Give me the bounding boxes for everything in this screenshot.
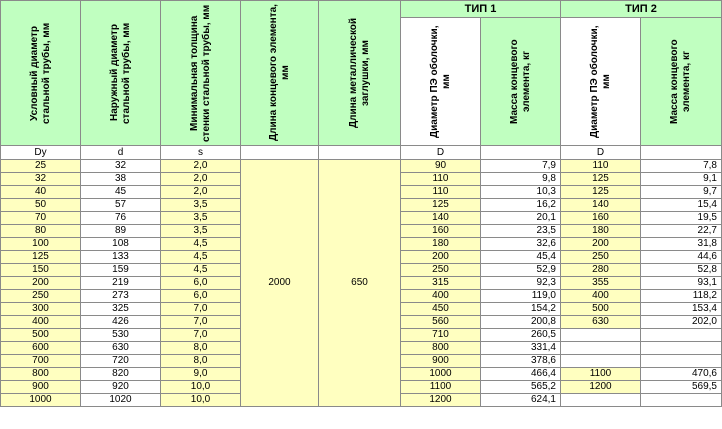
cell-wall-thickness: 3,5 (161, 225, 241, 238)
header-end-element-length: Длина концевого элемента, мм (241, 1, 319, 146)
cell-wall-thickness: 10,0 (161, 394, 241, 407)
cell-type2-pe-diameter: 180 (561, 225, 641, 238)
cell-outer-diameter: 89 (81, 225, 161, 238)
cell-nominal-diameter: 900 (1, 381, 81, 394)
cell-type2-mass: 7,8 (641, 160, 722, 173)
header-wall-thickness: Минимальная толщина стенки стальной трубы, мм (161, 1, 241, 146)
header-type-1: ТИП 1 (401, 1, 561, 18)
cell-wall-thickness: 7,0 (161, 316, 241, 329)
cell-type1-mass: 32,6 (481, 238, 561, 251)
cell-type1-mass: 16,2 (481, 199, 561, 212)
cell-type1-mass: 45,4 (481, 251, 561, 264)
cell-type1-pe-diameter: 125 (401, 199, 481, 212)
cell-nominal-diameter: 200 (1, 277, 81, 290)
cell-type2-mass: 202,0 (641, 316, 722, 329)
cell-type2-pe-diameter: 630 (561, 316, 641, 329)
cell-outer-diameter: 630 (81, 342, 161, 355)
cell-type1-mass: 331,4 (481, 342, 561, 355)
cell-type2-pe-diameter (561, 342, 641, 355)
cell-type1-pe-diameter: 800 (401, 342, 481, 355)
cell-type1-mass: 7,9 (481, 160, 561, 173)
header-row-top (1, 1, 722, 18)
cell-type2-pe-diameter: 355 (561, 277, 641, 290)
cell-type1-mass: 10,3 (481, 186, 561, 199)
header-type1-pe-diameter: Диаметр ПЭ оболочки, мм (401, 18, 481, 146)
cell-nominal-diameter: 700 (1, 355, 81, 368)
cell-wall-thickness: 2,0 (161, 186, 241, 199)
cell-type2-pe-diameter: 160 (561, 212, 641, 225)
cell-nominal-diameter: 1000 (1, 394, 81, 407)
cell-nominal-diameter: 250 (1, 290, 81, 303)
cell-wall-thickness: 9,0 (161, 368, 241, 381)
cell-type2-pe-diameter: 400 (561, 290, 641, 303)
cell-type2-mass: 44,6 (641, 251, 722, 264)
cell-type2-mass: 22,7 (641, 225, 722, 238)
symbol-blank (241, 146, 319, 160)
cell-type1-mass: 378,6 (481, 355, 561, 368)
cell-wall-thickness: 2,0 (161, 173, 241, 186)
cell-type1-pe-diameter: 1000 (401, 368, 481, 381)
cell-type2-pe-diameter: 500 (561, 303, 641, 316)
cell-type1-pe-diameter: 200 (401, 251, 481, 264)
cell-outer-diameter: 159 (81, 264, 161, 277)
symbol-blank (319, 146, 401, 160)
symbol-blank (481, 146, 561, 160)
header-type2-pe-diameter: Диаметр ПЭ оболочки, мм (561, 18, 641, 146)
cell-nominal-diameter: 80 (1, 225, 81, 238)
cell-nominal-diameter: 125 (1, 251, 81, 264)
cell-nominal-diameter: 500 (1, 329, 81, 342)
cell-wall-thickness: 6,0 (161, 290, 241, 303)
cell-type1-pe-diameter: 400 (401, 290, 481, 303)
cell-wall-thickness: 4,5 (161, 251, 241, 264)
cell-outer-diameter: 76 (81, 212, 161, 225)
cell-type2-pe-diameter: 280 (561, 264, 641, 277)
cell-type2-mass: 118,2 (641, 290, 722, 303)
cell-type2-pe-diameter: 1100 (561, 368, 641, 381)
cell-type1-pe-diameter: 90 (401, 160, 481, 173)
cell-nominal-diameter: 70 (1, 212, 81, 225)
symbol-type1-d: D (401, 146, 481, 160)
cell-type2-mass (641, 355, 722, 368)
cell-wall-thickness: 3,5 (161, 199, 241, 212)
cell-type2-mass: 31,8 (641, 238, 722, 251)
cell-type1-pe-diameter: 315 (401, 277, 481, 290)
cell-outer-diameter: 920 (81, 381, 161, 394)
cell-type2-mass: 19,5 (641, 212, 722, 225)
cell-type1-pe-diameter: 560 (401, 316, 481, 329)
cell-type1-mass: 9,8 (481, 173, 561, 186)
cell-nominal-diameter: 600 (1, 342, 81, 355)
header-outer-diameter: Наружный диаметр стальной трубы, мм (81, 1, 161, 146)
cell-end-element-length: 2000 (241, 160, 319, 407)
cell-type2-mass: 569,5 (641, 381, 722, 394)
cell-type1-mass: 119,0 (481, 290, 561, 303)
cell-type2-mass (641, 394, 722, 407)
symbol-type2-d: D (561, 146, 641, 160)
cell-outer-diameter: 45 (81, 186, 161, 199)
cell-nominal-diameter: 400 (1, 316, 81, 329)
header-plug-length: Длина металлической заглушки, мм (319, 1, 401, 146)
header-type2-mass: Масса концевого элемента, кг (641, 18, 722, 146)
cell-wall-thickness: 7,0 (161, 303, 241, 316)
cell-type2-pe-diameter: 250 (561, 251, 641, 264)
cell-type2-pe-diameter: 125 (561, 173, 641, 186)
cell-type2-pe-diameter (561, 329, 641, 342)
cell-type1-pe-diameter: 900 (401, 355, 481, 368)
cell-outer-diameter: 720 (81, 355, 161, 368)
cell-type1-pe-diameter: 250 (401, 264, 481, 277)
cell-outer-diameter: 273 (81, 290, 161, 303)
symbol-blank (641, 146, 722, 160)
cell-nominal-diameter: 50 (1, 199, 81, 212)
symbol-row (1, 146, 722, 160)
cell-outer-diameter: 325 (81, 303, 161, 316)
cell-type2-mass: 9,1 (641, 173, 722, 186)
cell-type2-pe-diameter (561, 355, 641, 368)
cell-outer-diameter: 530 (81, 329, 161, 342)
cell-type1-pe-diameter: 160 (401, 225, 481, 238)
cell-type2-mass: 15,4 (641, 199, 722, 212)
cell-type1-mass: 23,5 (481, 225, 561, 238)
symbol-d: d (81, 146, 161, 160)
cell-outer-diameter: 57 (81, 199, 161, 212)
symbol-dn: Dy (1, 146, 81, 160)
cell-nominal-diameter: 100 (1, 238, 81, 251)
cell-wall-thickness: 4,5 (161, 264, 241, 277)
cell-nominal-diameter: 32 (1, 173, 81, 186)
cell-outer-diameter: 1020 (81, 394, 161, 407)
cell-type2-mass: 470,6 (641, 368, 722, 381)
cell-outer-diameter: 32 (81, 160, 161, 173)
cell-wall-thickness: 7,0 (161, 329, 241, 342)
cell-wall-thickness: 2,0 (161, 160, 241, 173)
cell-plug-length: 650 (319, 160, 401, 407)
cell-type1-mass: 52,9 (481, 264, 561, 277)
cell-type1-mass: 565,2 (481, 381, 561, 394)
cell-wall-thickness: 4,5 (161, 238, 241, 251)
header-type-2: ТИП 2 (561, 1, 722, 18)
cell-type1-mass: 20,1 (481, 212, 561, 225)
cell-outer-diameter: 820 (81, 368, 161, 381)
cell-wall-thickness: 6,0 (161, 277, 241, 290)
cell-outer-diameter: 219 (81, 277, 161, 290)
cell-type2-pe-diameter: 140 (561, 199, 641, 212)
cell-type2-pe-diameter: 1200 (561, 381, 641, 394)
cell-type1-pe-diameter: 140 (401, 212, 481, 225)
cell-nominal-diameter: 300 (1, 303, 81, 316)
cell-wall-thickness: 8,0 (161, 355, 241, 368)
cell-type1-mass: 154,2 (481, 303, 561, 316)
cell-outer-diameter: 108 (81, 238, 161, 251)
cell-nominal-diameter: 25 (1, 160, 81, 173)
cell-nominal-diameter: 150 (1, 264, 81, 277)
cell-type1-pe-diameter: 710 (401, 329, 481, 342)
cell-type2-mass (641, 342, 722, 355)
cell-outer-diameter: 426 (81, 316, 161, 329)
cell-type2-mass (641, 329, 722, 342)
cell-type2-pe-diameter: 200 (561, 238, 641, 251)
cell-type1-mass: 200,8 (481, 316, 561, 329)
table-row (1, 160, 722, 173)
cell-nominal-diameter: 40 (1, 186, 81, 199)
cell-type2-mass: 153,4 (641, 303, 722, 316)
cell-type2-mass: 9,7 (641, 186, 722, 199)
cell-wall-thickness: 3,5 (161, 212, 241, 225)
cell-outer-diameter: 38 (81, 173, 161, 186)
cell-wall-thickness: 10,0 (161, 381, 241, 394)
cell-type1-mass: 260,5 (481, 329, 561, 342)
cell-type1-mass: 466,4 (481, 368, 561, 381)
cell-type1-pe-diameter: 1200 (401, 394, 481, 407)
cell-type1-pe-diameter: 1100 (401, 381, 481, 394)
cell-wall-thickness: 8,0 (161, 342, 241, 355)
cell-outer-diameter: 133 (81, 251, 161, 264)
cell-type2-mass: 52,8 (641, 264, 722, 277)
cell-type1-mass: 624,1 (481, 394, 561, 407)
cell-type1-mass: 92,3 (481, 277, 561, 290)
cell-type1-pe-diameter: 110 (401, 173, 481, 186)
cell-type2-pe-diameter (561, 394, 641, 407)
cell-type2-pe-diameter: 110 (561, 160, 641, 173)
cell-type1-pe-diameter: 450 (401, 303, 481, 316)
symbol-s: s (161, 146, 241, 160)
cell-type1-pe-diameter: 110 (401, 186, 481, 199)
cell-nominal-diameter: 800 (1, 368, 81, 381)
header-nominal-diameter: Условный диаметр стальной трубы, мм (1, 1, 81, 146)
header-type1-mass: Масса концевого элемента, кг (481, 18, 561, 146)
cell-type1-pe-diameter: 180 (401, 238, 481, 251)
cell-type2-mass: 93,1 (641, 277, 722, 290)
cell-type2-pe-diameter: 125 (561, 186, 641, 199)
